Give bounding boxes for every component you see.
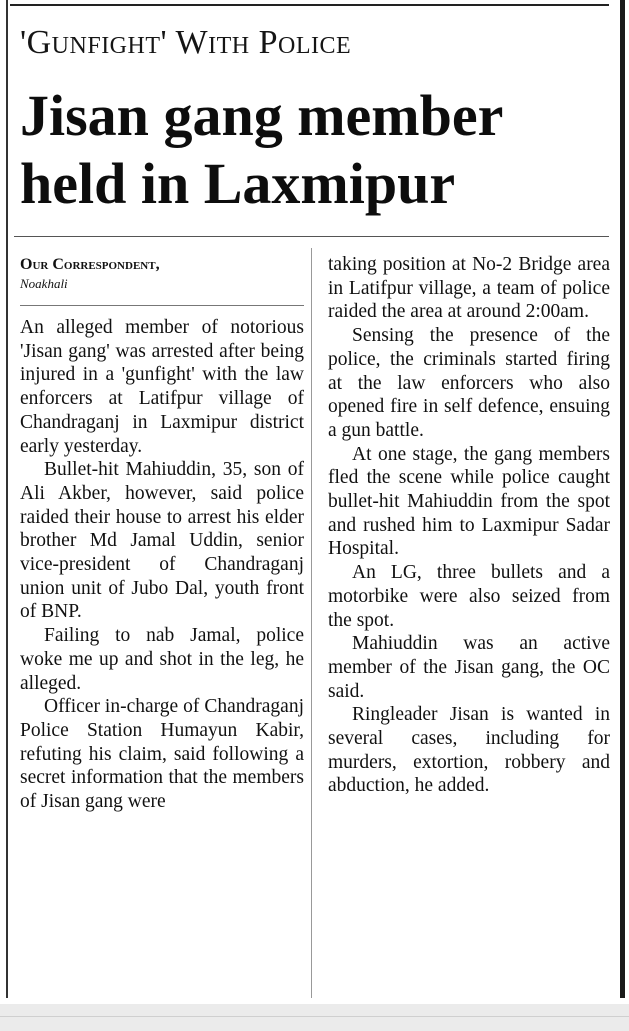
paragraph: Bullet-hit Mahiuddin, 35, son of Ali Akber, however, said police raided their house to arrest his elder brother Md Jamal Uddin, senior vice-president of Chandraganj union unit of Jubo Dal, youth front of BNP. [20, 459, 304, 623]
paragraph: Ringleader Jisan is wanted in several cases, including for murders, extortion, robbery and abduction, he added. [328, 704, 610, 797]
paragraph: taking position at No-2 Bridge area in Latifpur village, a team of police raided the area at around 2:00am. [328, 254, 610, 323]
right-border-rule [620, 0, 625, 998]
column-divider [311, 248, 312, 998]
top-border-rule [10, 4, 609, 6]
bottom-rule [0, 1016, 629, 1017]
paragraph: Mahiuddin was an active member of the Jisan gang, the OC said. [328, 633, 610, 702]
article-column-left [20, 253, 304, 814]
bottom-margin [0, 1004, 629, 1031]
article-headline [20, 82, 620, 218]
article-column-right [328, 253, 610, 798]
paragraph: Sensing the presence of the police, the criminals started firing at the law enforcers who also opened fire in self defence, ensuing a gun battle. [328, 325, 610, 441]
paragraph: An alleged member of notorious 'Jisan gang' was arrested after being injured in a 'gunfight' with the law enforcers at Latifpur village of Chandraganj in Laxmipur district early yesterday. [20, 317, 304, 457]
headline-line-1: Jisan gang member [20, 83, 504, 148]
paragraph: An LG, three bullets and a motorbike were also seized from the spot. [328, 562, 610, 631]
article-kicker: 'Gunfight' With Police [20, 24, 352, 61]
paragraph: Failing to nab Jamal, police woke me up and shot in the leg, he alleged. [20, 625, 304, 694]
dateline: Noakhali [20, 276, 68, 291]
paragraph: At one stage, the gang members fled the scene while police caught bullet-hit Mahiuddin from the spot and rushed him to Laxmipur Sadar Hospital. [328, 443, 610, 560]
headline-rule [14, 236, 609, 237]
byline-rule [20, 305, 304, 306]
left-border-rule [6, 0, 8, 998]
byline: Our Correspondent, [20, 256, 160, 273]
paragraph: Officer in-charge of Chandraganj Police Station Humayun Kabir, refuting his claim, said following a secret information that the members of Jisan gang were [20, 696, 304, 813]
headline-line-2: held in Laxmipur [20, 151, 456, 216]
